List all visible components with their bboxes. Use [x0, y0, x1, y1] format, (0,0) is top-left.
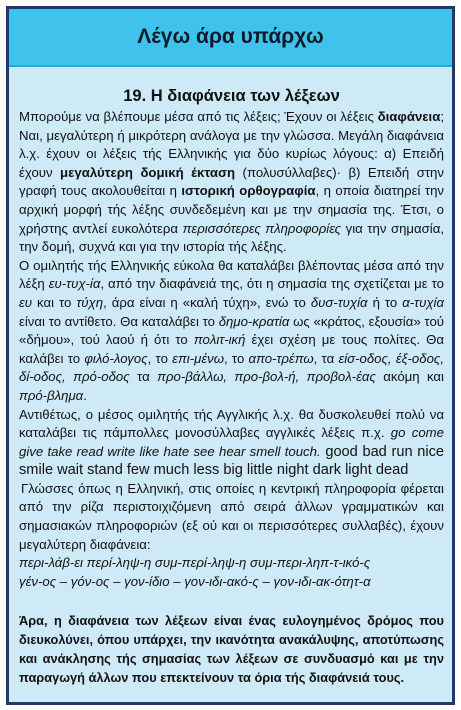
- english-words: good bad run nice smile wait stand few much less big little night dark light dead: [19, 443, 445, 479]
- text-run: για την σημασία, την δομή, συχνά και για την ιστορία τής λέξης.: [19, 220, 444, 255]
- root-example-line-1: περι-λάβ-ει περί-ληψ-η συμ-περί-ληψ-η συμ-περι-ληπ-τ-ικό-ς: [19, 555, 371, 571]
- text-run: έχει σχέση με τους πολίτες. Θα καλάβει το: [19, 332, 444, 366]
- italic-term: προ-βάλλω, προ-βολ-ή, προβολ-έας: [157, 369, 376, 385]
- bold-term: διαφάνεια: [377, 109, 441, 124]
- paragraph-greek-examples: [19, 257, 444, 406]
- italic-term: τύχη: [76, 294, 104, 310]
- text-run: , άρα είναι η «καλή τύχη», ενώ το: [103, 294, 311, 310]
- banner-title: Λέγω άρα υπάρχω: [137, 25, 324, 48]
- text-run: ή το: [367, 294, 403, 310]
- bold-term: μεγαλύτερη δομική έκταση: [60, 164, 236, 180]
- text-run: , το: [147, 350, 173, 366]
- italic-term: φιλό-λογος: [84, 350, 148, 366]
- section-title: 19. Η διαφάνεια των λέξεων: [123, 87, 340, 105]
- paragraph-root-languages: Γλώσσες όπως η Ελληνική, στις οποίες η κεντρική πληροφορία φέρεται από την ρίζα περιστοιχιζόμενη από σειρά άλλων γραμματικών και σημασιακών πληροφοριών (εξ ού και οι περισσότερες συλλαβές), έχουν μεγαλύτερη διαφάνεια:: [19, 480, 444, 552]
- text-run: ακόμη και: [375, 369, 444, 385]
- text-run: Μπορούμε να βλέπουμε μέσα από τις λέξεις; Έχουν οι λέξεις: [19, 109, 378, 124]
- english-words-italic: go come give take read write like hate see hear smell touch.: [19, 425, 444, 459]
- content-area: [9, 67, 452, 687]
- paragraph-english-contrast: [19, 406, 444, 480]
- text-run: είναι το αντίθετο. Θα καταλάβει το: [19, 313, 219, 329]
- text-run: ως «κράτος, εξουσία» τού «δήμου», τού λαού ή ότι το: [19, 313, 444, 348]
- text-run: Αντιθέτως, ο μέσος ομιλητής τής Αγγλικής λ.χ. θα δυσκολευθεί πολύ να καταλάβει τις πάμπολλες μονοσύλλαβες αγγλικές λέξεις π.χ.: [19, 406, 444, 441]
- conclusion-paragraph: Άρα, η διαφάνεια των λέξεων είναι ένας ευλογημένος δρόμος που διευκολύνει, όπου υπάρχει, την ικανότητα ανακάλυψης, αποτύπωσης και ανάκλησης τής σημασίας των λέξεων σε συνδυασμό και με την παραγωγή άλλων που επεκτείνουν τα όρια τής διαφάνειά τους.: [19, 613, 444, 686]
- italic-term: ευ: [19, 294, 33, 310]
- text-run: , η οποία διατηρεί την αρχική μορφή τής λέξης συνδεδεμένη και με την σημασία της. Έτσι, ο χρήστης αντλεί ευκολότερα: [19, 183, 444, 236]
- text-run: , από την διαφάνειά της, ότι η σημασία της σχετίζεται με το: [100, 276, 444, 292]
- italic-term: α-τυχία: [402, 294, 444, 310]
- italic-term: πολιτ-ική: [193, 332, 246, 348]
- text-run: , το: [224, 350, 249, 366]
- title-banner: [9, 9, 452, 67]
- bold-term: ιστορική ορθογραφία: [181, 183, 316, 199]
- text-run: Ο ομιλητής τής Ελληνικής εύκολα θα καταλάβει βλέποντας μέσα από την λέξη: [19, 257, 444, 292]
- italic-term: ευ-τυχ-ία: [48, 276, 101, 292]
- italic-term: είσ-οδος, έξ-οδος, δί-οδος, πρό-οδος: [19, 350, 444, 385]
- text-run: ; Ναι, μεγαλύτερη ή μικρότερη ανάλογα με την γλώσσα. Μεγάλη διαφάνεια λ.χ. έχουν οι λέξεις τής Ελληνικής για δύο κυρίως λόγους: α) Επειδή έχουν: [19, 109, 444, 180]
- italic-term: απο-τρέπω: [248, 350, 314, 366]
- text-run: τα: [129, 369, 158, 385]
- root-example-line-2: γέν-ος – γόν-ος – γον-ίδιο – γον-ιδι-ακό-ς – γον-ιδι-ακ-ότητ-α: [19, 573, 371, 589]
- italic-term: πρό-βλημα: [19, 387, 84, 403]
- text-run: , τα: [313, 350, 339, 366]
- italic-term: δημο-κρατία: [218, 313, 290, 329]
- paragraph-intro: [19, 108, 444, 257]
- italic-term: δυσ-τυχία: [310, 294, 368, 310]
- text-run: (πολυσύλλαβες)· β) Επειδή στην γραφή τους ακολουθείται η: [19, 164, 444, 199]
- document-panel: [6, 6, 455, 705]
- italic-term: επι-μένω: [172, 350, 225, 366]
- text-run: .: [83, 387, 87, 403]
- text-run: και το: [32, 294, 77, 310]
- italic-term: περισσότερες πληροφορίες: [182, 220, 342, 236]
